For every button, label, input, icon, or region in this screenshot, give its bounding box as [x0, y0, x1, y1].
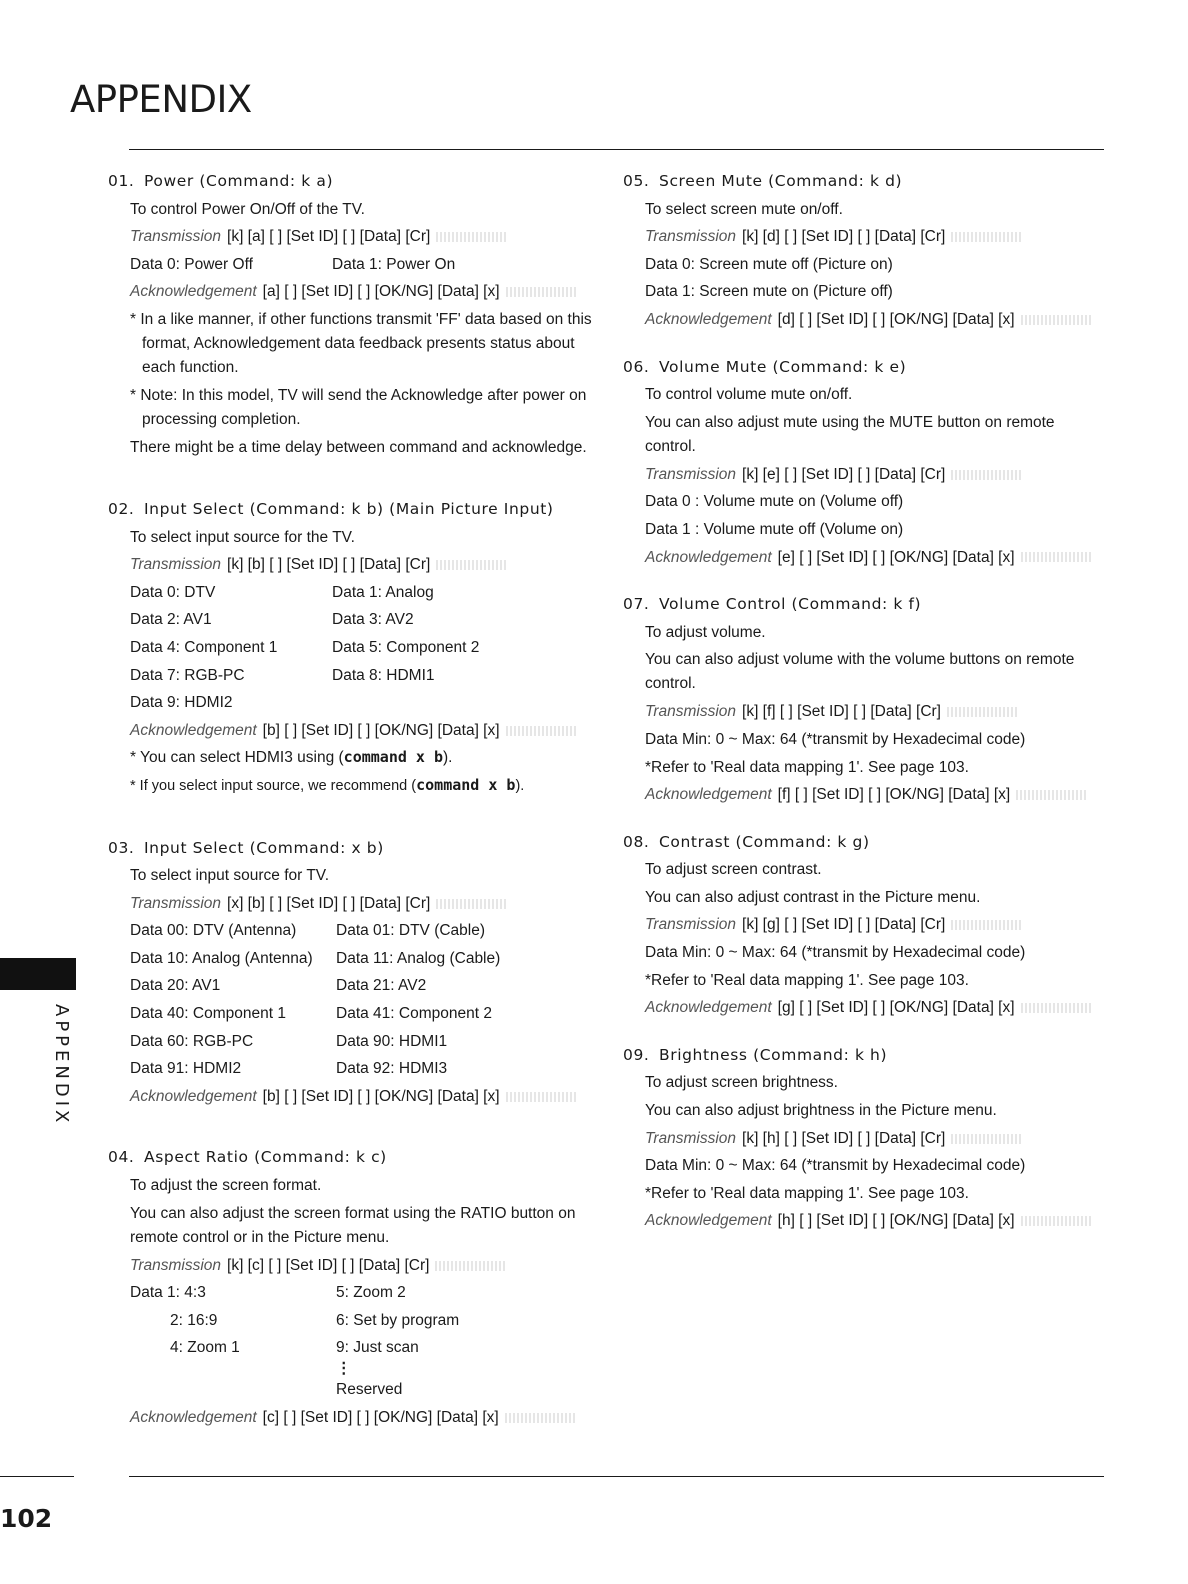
side-tab-marker: [0, 958, 76, 990]
page-number: 102: [0, 1504, 53, 1533]
transmission-line: Transmission [k] [d] [ ] [Set ID] [ ] [Data] [Cr]: [645, 223, 1105, 251]
section-07-volume-control: [623, 591, 1105, 809]
transmission-line: Transmission [k] [c] [ ] [Set ID] [ ] [Data] [Cr]: [130, 1252, 595, 1280]
section-heading: 08. Contrast (Command: k g): [623, 832, 870, 851]
data-row: 2: 16:9 6: Set by program: [170, 1311, 460, 1329]
transmission-line: Transmission [k] [f] [ ] [Set ID] [ ] [Data] [Cr]: [645, 698, 1105, 726]
section-05-screen-mute: [623, 168, 1105, 334]
section-heading: 09. Brightness (Command: k h): [623, 1045, 888, 1064]
section-heading: 06. Volume Mute (Command: k e): [623, 357, 907, 376]
section-description: To adjust volume.: [645, 623, 766, 641]
data-range: Data Min: 0 ~ Max: 64 (*transmit by Hexadecimal code): [645, 944, 1026, 962]
section-description: To select screen mute on/off.: [645, 200, 843, 218]
data-range: Data Min: 0 ~ Max: 64 (*transmit by Hexadecimal code): [645, 1157, 1026, 1175]
section-description: You can also adjust mute using the MUTE button on remote control.: [645, 413, 1055, 455]
note: There might be a time delay between command and acknowledge.: [130, 438, 587, 456]
data-row: Data 1: 4:3 5: Zoom 2: [130, 1284, 406, 1302]
data-row: Data 9: HDMI2: [130, 694, 233, 712]
footer-rule-left: [0, 1476, 74, 1477]
data-row: Data 40: Component 1 Data 41: Component 2: [130, 1005, 492, 1023]
section-heading: 02. Input Select (Command: k b) (Main Picture Input): [108, 499, 554, 518]
section-description: To control volume mute on/off.: [645, 386, 853, 404]
data-row: Data 1 : Volume mute off (Volume on): [645, 520, 904, 538]
acknowledgement-line: Acknowledgement [f] [ ] [Set ID] [ ] [OK/NG] [Data] [x]: [645, 781, 1105, 809]
data-row: Data 20: AV1 Data 21: AV2: [130, 977, 427, 995]
acknowledgement-line: Acknowledgement [h] [ ] [Set ID] [ ] [OK/NG] [Data] [x]: [645, 1207, 1105, 1235]
page-title: APPENDIX: [70, 78, 252, 121]
header-rule: [129, 149, 1104, 150]
note: * Note: In this model, TV will send the Acknowledge after power on processing completion.: [130, 386, 587, 428]
note: * You can select HDMI3 using (command x b).: [130, 748, 453, 767]
transmission-line: Transmission [x] [b] [ ] [Set ID] [ ] [Data] [Cr]: [130, 890, 595, 918]
acknowledgement-line: Acknowledgement [b] [ ] [Set ID] [ ] [OK/NG] [Data] [x]: [130, 717, 595, 745]
data-row: Data 0: Screen mute off (Picture on): [645, 255, 893, 273]
section-description: You can also adjust the screen format using the RATIO button on remote control or in the Picture menu.: [130, 1204, 576, 1246]
acknowledgement-line: Acknowledgement [c] [ ] [Set ID] [ ] [OK/NG] [Data] [x]: [130, 1404, 595, 1432]
section-08-contrast: [623, 829, 1105, 1022]
section-03-input-select-xb: [108, 835, 595, 1111]
data-row: Data 91: HDMI2 Data 92: HDMI3: [130, 1060, 448, 1078]
section-description: You can also adjust brightness in the Picture menu.: [645, 1102, 997, 1120]
section-description: To adjust the screen format.: [130, 1177, 322, 1195]
transmission-line: Transmission [k] [g] [ ] [Set ID] [ ] [Data] [Cr]: [645, 911, 1105, 939]
section-description: To select input source for the TV.: [130, 528, 355, 546]
transmission-line: Transmission [k] [h] [ ] [Set ID] [ ] [Data] [Cr]: [645, 1125, 1105, 1153]
data-row: Data 60: RGB-PC Data 90: HDMI1: [130, 1032, 448, 1050]
section-description: To control Power On/Off of the TV.: [130, 200, 365, 218]
data-row: Data 0: Power Off Data 1: Power On: [130, 255, 456, 273]
data-row: Data 00: DTV (Antenna) Data 01: DTV (Cable): [130, 922, 486, 940]
section-heading: 03. Input Select (Command: x b): [108, 838, 384, 857]
data-row: Data 2: AV1 Data 3: AV2: [130, 611, 414, 629]
transmission-line: Transmission [k] [a] [ ] [Set ID] [ ] [Data] [Cr]: [130, 223, 595, 251]
section-heading: 07. Volume Control (Command: k f): [623, 595, 922, 614]
data-row: Reserved: [336, 1381, 403, 1398]
right-column: [623, 168, 1105, 1255]
note: * In a like manner, if other functions transmit 'FF' data based on this format, Acknowledgement data feedback presents status about each function.: [130, 310, 592, 376]
data-range: Data Min: 0 ~ Max: 64 (*transmit by Hexadecimal code): [645, 730, 1026, 748]
section-description: To select input source for TV.: [130, 867, 330, 885]
data-row: Data 0 : Volume mute on (Volume off): [645, 493, 904, 511]
note: * If you select input source, we recommend (command x b).: [130, 775, 525, 794]
section-heading: 04. Aspect Ratio (Command: k c): [108, 1148, 387, 1167]
acknowledgement-line: Acknowledgement [e] [ ] [Set ID] [ ] [OK/NG] [Data] [x]: [645, 544, 1105, 572]
data-row: 4: Zoom 1 9: Just scan: [170, 1339, 419, 1357]
section-02-input-select: [108, 496, 595, 801]
section-01-power: [108, 168, 595, 462]
section-04-aspect-ratio: [108, 1144, 595, 1431]
side-tab-label: APPENDIX: [51, 1004, 72, 1127]
data-row: Data 4: Component 1 Data 5: Component 2: [130, 638, 480, 656]
section-description: You can also adjust contrast in the Picture menu.: [645, 888, 981, 906]
footer-rule: [129, 1476, 1104, 1477]
transmission-line: Transmission [k] [e] [ ] [Set ID] [ ] [Data] [Cr]: [645, 461, 1105, 489]
section-description: You can also adjust volume with the volume buttons on remote control.: [645, 651, 1075, 693]
section-description: To adjust screen brightness.: [645, 1074, 838, 1092]
section-description: To adjust screen contrast.: [645, 861, 822, 879]
acknowledgement-line: Acknowledgement [b] [ ] [Set ID] [ ] [OK/NG] [Data] [x]: [130, 1083, 595, 1111]
transmission-line: Transmission [k] [b] [ ] [Set ID] [ ] [Data] [Cr]: [130, 551, 595, 579]
ellipsis-dots: ⋮: [336, 1360, 352, 1377]
acknowledgement-line: Acknowledgement [g] [ ] [Set ID] [ ] [OK/NG] [Data] [x]: [645, 994, 1105, 1022]
acknowledgement-line: Acknowledgement [d] [ ] [Set ID] [ ] [OK/NG] [Data] [x]: [645, 306, 1105, 334]
left-column: [108, 168, 595, 1451]
data-row: Data 0: DTV Data 1: Analog: [130, 583, 434, 601]
reference-note: *Refer to 'Real data mapping 1'. See page 103.: [645, 971, 969, 989]
reference-note: *Refer to 'Real data mapping 1'. See page 103.: [645, 1184, 969, 1202]
data-row: Data 1: Screen mute on (Picture off): [645, 283, 893, 301]
reference-note: *Refer to 'Real data mapping 1'. See page 103.: [645, 758, 969, 776]
section-06-volume-mute: [623, 354, 1105, 572]
data-row: Data 10: Analog (Antenna) Data 11: Analog (Cable): [130, 949, 501, 967]
section-heading: 05. Screen Mute (Command: k d): [623, 172, 903, 190]
section-09-brightness: [623, 1042, 1105, 1235]
data-row: Data 7: RGB-PC Data 8: HDMI1: [130, 666, 435, 684]
section-heading: 01. Power (Command: k a): [108, 172, 334, 190]
acknowledgement-line: Acknowledgement [a] [ ] [Set ID] [ ] [OK/NG] [Data] [x]: [130, 278, 595, 306]
